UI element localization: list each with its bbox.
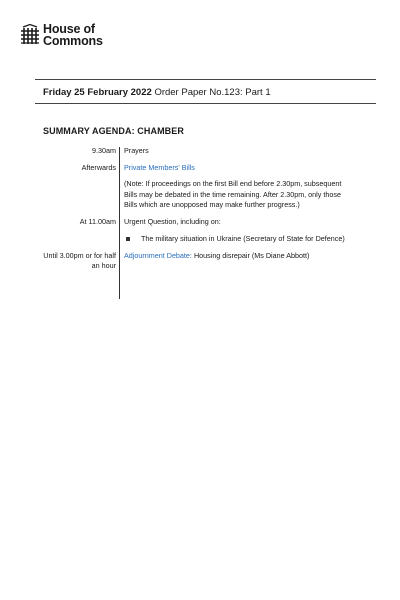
logo-text — [43, 24, 103, 47]
list-item — [124, 234, 354, 245]
agenda-item — [124, 251, 354, 272]
agenda-row — [43, 217, 363, 245]
house-of-commons-logo — [20, 24, 103, 47]
agenda-row — [43, 163, 363, 174]
private-members-bills-link[interactable]: Private Members' Bills — [124, 162, 195, 172]
agenda-time: 9.30am — [92, 146, 116, 155]
portcullis-icon — [20, 24, 40, 46]
top-rule — [35, 79, 376, 80]
order-paper-date: Friday 25 February 2022 — [43, 87, 152, 98]
agenda-note: (Note: If proceedings on the first Bill end before 2.30pm, subsequent Bills may be debated in the time remaining. After 2.30pm, only those Bills which are unopposed may make further progress.) — [124, 179, 342, 209]
adjournment-debate-link[interactable]: Adjournment Debate: — [124, 250, 192, 260]
order-paper-number: Order Paper No.123: Part 1 — [154, 87, 271, 98]
bullet-text: The military situation in Ukraine (Secretary of State for Defence) — [141, 234, 345, 243]
section-title: SUMMARY AGENDA: CHAMBER — [43, 126, 184, 136]
agenda-time: Until 3.00pm or for half an hour — [43, 250, 116, 270]
agenda-row — [43, 251, 363, 272]
agenda-time: At 11.00am — [79, 216, 116, 226]
agenda-item — [124, 217, 354, 245]
agenda-row — [43, 146, 363, 157]
order-paper-heading — [43, 87, 271, 98]
adjournment-topic: Housing disrepair (Ms Diane Abbott) — [193, 250, 310, 260]
agenda-list — [43, 146, 363, 272]
agenda-item: Prayers — [124, 146, 149, 155]
square-bullet-icon — [126, 237, 130, 241]
logo-line-1: House of — [43, 22, 95, 36]
agenda-time: Afterwards — [81, 162, 116, 172]
urgent-question: Urgent Question, including on: — [124, 216, 221, 226]
bottom-rule — [35, 103, 376, 104]
logo-line-2: Commons — [43, 33, 103, 48]
agenda-row — [43, 179, 363, 211]
